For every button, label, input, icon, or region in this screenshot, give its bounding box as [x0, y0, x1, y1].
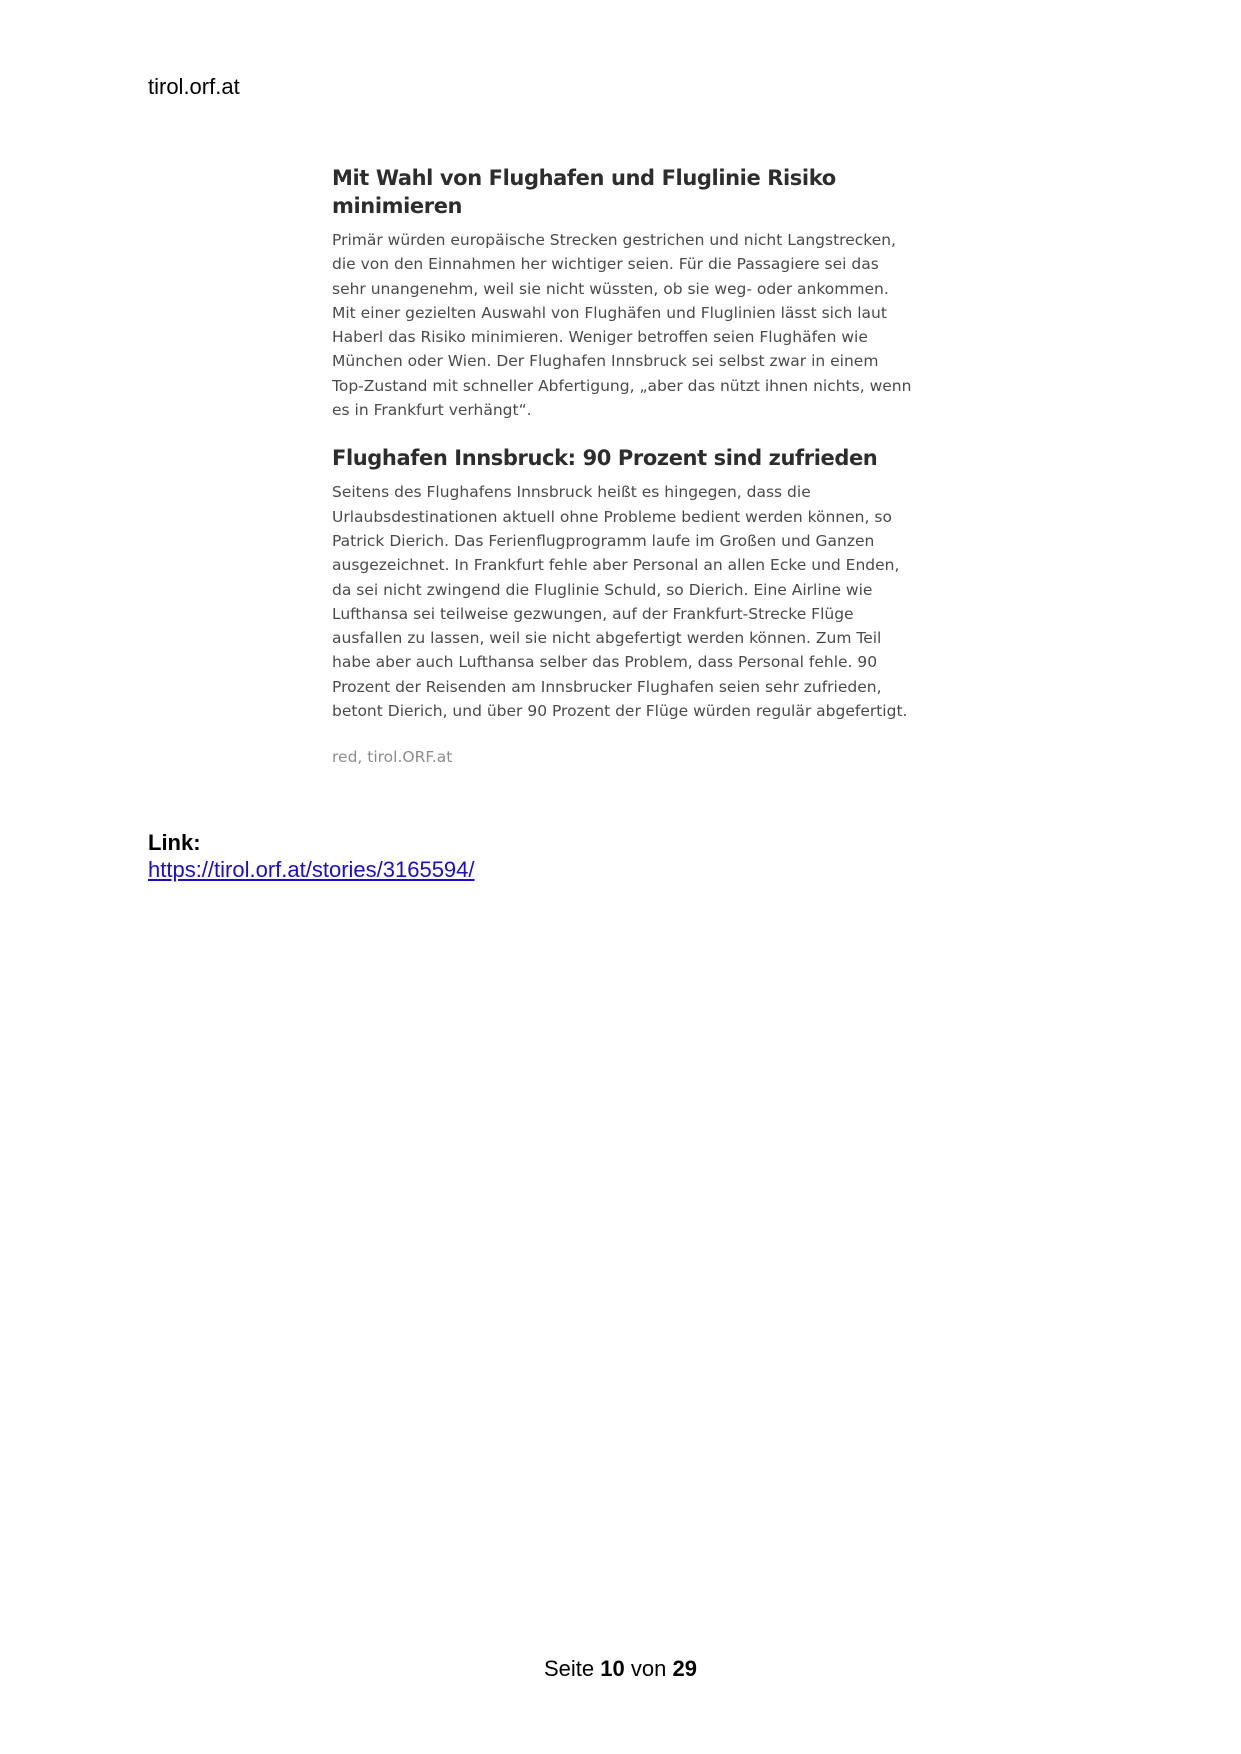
- section-heading-airport: Flughafen Innsbruck: 90 Prozent sind zufrieden: [332, 446, 878, 471]
- link-block: [148, 829, 475, 883]
- page-separator: von: [630, 1656, 667, 1681]
- section-body-airport: Seitens des Flughafens Innsbruck heißt es hingegen, dass die Urlaubsdestinationen aktuell ohne Probleme bedient werden können, so Patrick Dierich. Das Ferienflugprogramm laufe im Großen und Ganzen ausgezeichnet. In Frankfurt fehle aber Personal an allen Ecke und Enden, da sei nicht zwingend die Fluglinie Schuld, so Dierich. Eine Airline wie Lufthansa sei teilweise gezwungen, auf der Frankfurt-Strecke Flüge ausfallen zu lassen, weil sie nicht abgefertigt werden können. Zum Teil habe aber auch Lufthansa selber das Problem, dass Personal fehle. 90 Prozent der Reisenden am Innsbrucker Flughafen seien sehr zufrieden, betont Dierich, und über 90 Prozent der Flüge würden regulär abgefertigt.: [332, 483, 908, 721]
- total-page-count: 29: [672, 1656, 697, 1681]
- section-heading-risk: Mit Wahl von Flughafen und Fluglinie Risiko minimieren: [332, 166, 836, 218]
- current-page-number: 10: [600, 1656, 625, 1681]
- link-label: Link:: [148, 830, 201, 855]
- page-prefix: Seite: [544, 1656, 595, 1681]
- article-excerpt: [332, 164, 912, 769]
- article-byline: red, tirol.ORF.at: [332, 748, 453, 767]
- section-body-risk: Primär würden europäische Strecken gestrichen und nicht Langstrecken, die von den Einnahmen her wichtiger seien. Für die Passagiere sei das sehr unangenehm, weil sie nicht wüssten, ob sie weg- oder ankommen. Mit einer gezielten Auswahl von Flughäfen und Fluglinien lässt sich laut Haberl das Risiko minimieren. Weniger betroffen seien Flughäfen wie München oder Wien. Der Flughafen Innsbruck sei selbst zwar in einem Top-Zustand mit schneller Abfertigung, „aber das nützt ihnen nichts, wenn es in Frankfurt verhängt“.: [332, 231, 912, 420]
- article-link[interactable]: https://tirol.orf.at/stories/3165594/: [148, 857, 475, 882]
- page-footer: [0, 1656, 1241, 1682]
- source-header: tirol.orf.at: [148, 74, 240, 99]
